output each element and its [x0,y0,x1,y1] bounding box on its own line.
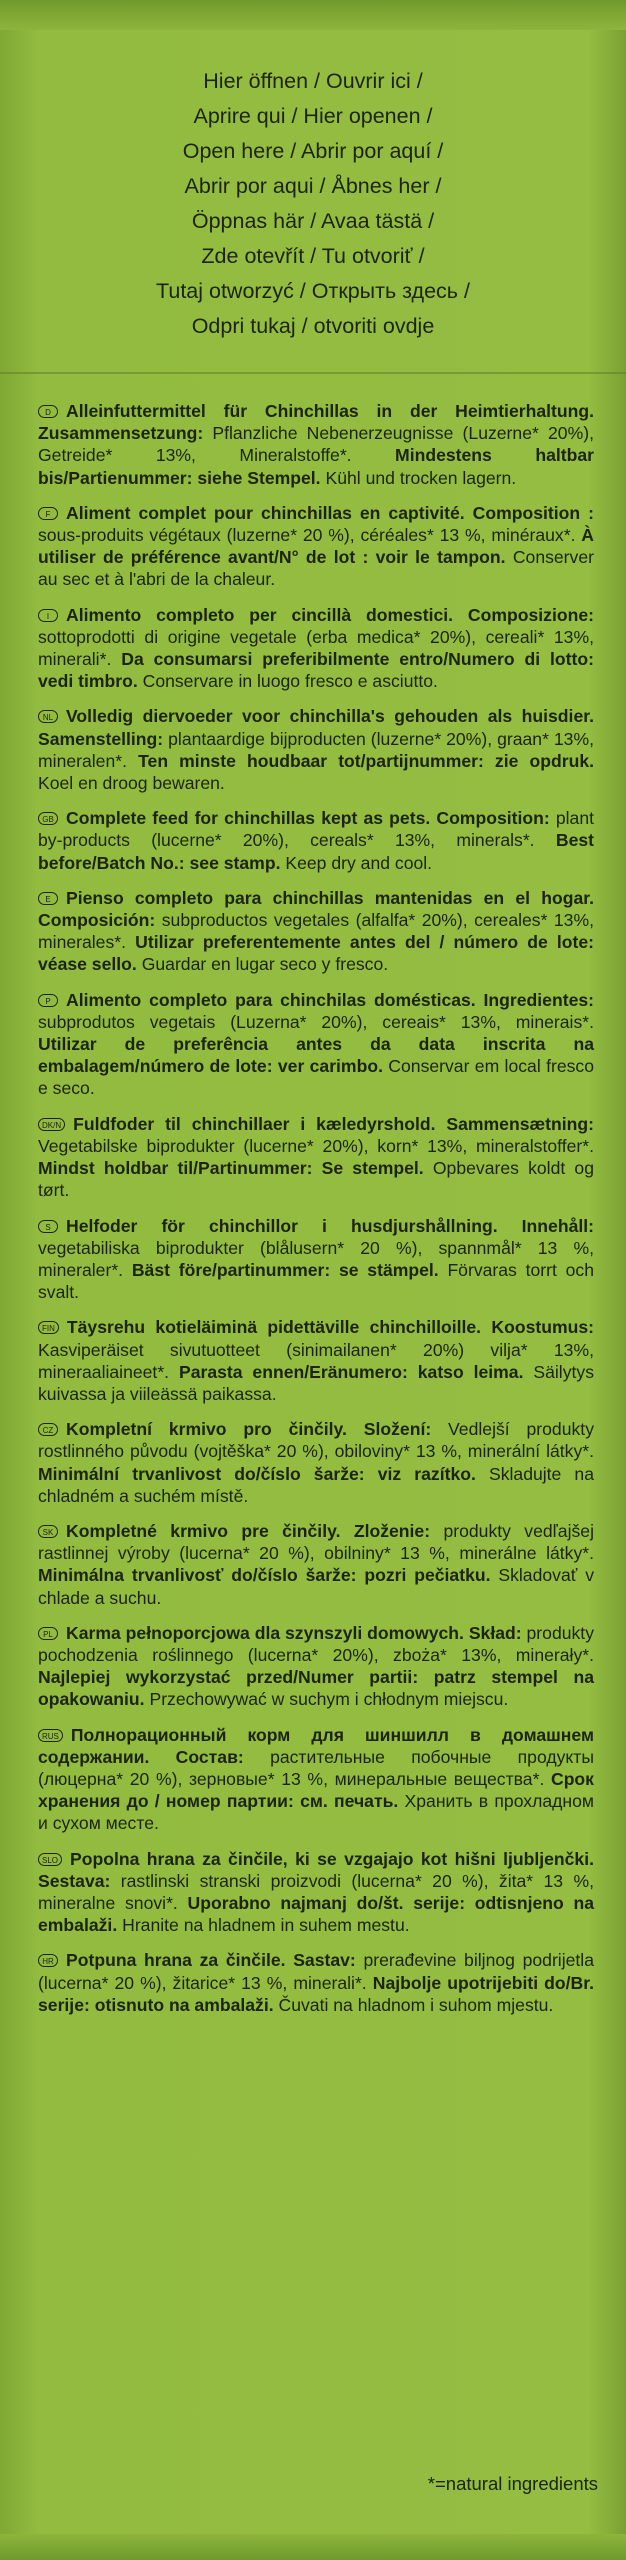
regular-text-segment: subproductos vegetales (alfalfa* 20%), cereales* 13%, minerales*. [38,910,594,953]
regular-text-segment: Skladujte na chladném a suchém místě. [38,1463,594,1506]
language-entry [38,705,594,794]
language-entry [38,1622,594,1711]
language-entry [38,1215,594,1304]
open-here-line: Öppnas här / Avaa tästä / [191,209,435,233]
regular-text-segment: Skladovať v chlade a suchu. [38,1565,594,1608]
bold-text-segment: Minimální trvanlivost do/číslo šarže: viz razítko. [38,1463,489,1484]
regular-text-segment: prerađevine biljnog podrijetla (lucerna* 20 %), žitarice* 13 %, minerali*. [38,1950,594,1993]
regular-text-segment: Vedlejší produkty rostlinného původu (vojtěška* 20 %), obiloviny* 13 %, minerální látky*. [38,1419,594,1462]
regular-text-segment: Conserver au sec et à l'abri de la chaleur. [38,547,594,590]
regular-text-segment: Hranite na hladnem in suhem mestu. [122,1915,410,1936]
bold-text-segment: Pienso completo para chinchillas mantenidas en el hogar. Composición: [38,887,594,931]
language-code-badge: CZ [38,1423,58,1436]
language-code-badge: I [38,609,58,622]
ingredients-text-block [38,400,594,2029]
regular-text-segment: plantaardige bijproducten (luzerne* 20%), graan* 13%, mineralen*. [38,728,594,771]
language-code-badge: PL [38,1627,58,1640]
language-entry [38,807,594,874]
natural-ingredients-footnote: *=natural ingredients [427,2473,598,2494]
regular-text-segment: Przechowywać w suchym i chłodnym miejscu. [149,1689,509,1710]
language-code-badge: P [38,994,58,1007]
language-entry [38,1848,594,1937]
open-here-line: Abrir por aqui / Åbnes her / [184,174,442,198]
bold-text-segment: Bäst före/partinummer: se stämpel. [131,1259,448,1280]
regular-text-segment: sous-produits végétaux (luzerne* 20 %), céréales* 13 %, minéraux*. [38,525,582,546]
bold-text-segment: Alimento completo per cincillà domestici. Composizione: [66,604,594,625]
open-here-line: Open here / Abrir por aquí / [182,139,444,163]
regular-text-segment: растительные побочные продукты (люцерна* 20 %), зерновые* 13 %, минеральные вещества*. [38,1746,595,1789]
bold-text-segment: Najlepiej wykorzystać przed/Numer partii: patrz stempel na opakowaniu. [38,1667,594,1710]
open-here-line: Aprire qui / Hier openen / [193,104,433,128]
regular-text-segment: Kasviperäiset sivutuotteet (sinimailanen* 20%) vilja* 13%, mineraaliaineet*. [38,1339,594,1382]
regular-text-segment: vegetabiliska biprodukter (blålusern* 20 %), spannmål* 13 %, mineraler*. [38,1237,594,1280]
regular-text-segment: Koel en droog bewaren. [38,773,225,794]
regular-text-segment: Хранить в прохладном и сухом месте. [38,1791,594,1834]
regular-text-segment: Säilytys kuivassa ja viileässä paikassa. [38,1361,594,1404]
bold-text-segment: Alleinfuttermittel für Chinchillas in der Heimtierhaltung. Zusammensetzung: [38,401,594,444]
regular-text-segment: plant by-products (lucerne* 20%), cereals* 13%, minerals*. [38,808,594,851]
language-code-badge: RUS [38,1729,63,1742]
regular-text-segment: produkty vedľajšej rastlinnej výroby (lucerna* 20 %), obilniny* 13 %, minerálne látky*. [38,1520,594,1564]
bold-text-segment: Minimálna trvanlivosť do/číslo šarže: pozri pečiatku. [38,1565,499,1586]
bold-text-segment: Helfoder för chinchillor i husdjurshållning. Innehåll: [66,1215,594,1236]
regular-text-segment: rastlinski stranski proizvodi (lucerna* 20 %), žita* 13 %, mineralne snovi*. [38,1870,594,1913]
bold-text-segment: Aliment complet pour chinchillas en captivité. Composition : [66,502,594,523]
bold-text-segment: Utilizar de preferência antes da data inscrita na embalagem/número de lote: ver carimbo. [38,1034,594,1077]
regular-text-segment: subprodutos vegetais (Luzerna* 20%), cereais* 13%, minerais*. [38,1011,594,1032]
language-code-badge: GB [38,812,58,825]
bold-text-segment: Fuldfoder til chinchillaer i kæledyrshold. Sammensætning: [73,1113,594,1134]
language-code-badge: E [38,892,58,905]
bold-text-segment: Uporabno najmanj do/št. serije: odtisnjeno na embalaži. [38,1892,595,1936]
open-here-block [0,64,626,344]
regular-text-segment: Opbevares koldt og tørt. [38,1158,594,1201]
bold-text-segment: Täysrehu kotieläiminä pidettäville chinchilloille. Koostumus: [66,1317,594,1338]
language-code-badge: NL [38,710,58,723]
bold-text-segment: Karma pełnoporcjowa dla szynszyli domowych. Skład: [66,1622,527,1643]
regular-text-segment: Čuvati na hladnom i suhom mjestu. [278,1994,554,2015]
open-here-line: Odpri tukaj / otvoriti ovdje [191,314,435,338]
language-entry [38,1418,594,1507]
language-code-badge: F [38,507,58,520]
bold-text-segment: Complete feed for chinchillas kept as pets. Composition: [66,808,556,829]
language-entry [38,502,594,591]
bold-text-segment: Срок хранения до / номер партии: см. печать. [38,1768,594,1812]
bold-text-segment: Parasta ennen/Eränumero: katso leima. [178,1361,534,1382]
regular-text-segment: produkty pochodzenia roślinnego (lucerna* 20%), zboża* 13%, minerały*. [38,1622,594,1665]
language-code-badge: SK [38,1525,58,1538]
language-entry [38,887,594,976]
bold-text-segment: Volledig diervoeder voor chinchilla's gehouden als huisdier. Samenstelling: [38,706,594,749]
bold-text-segment: Popolna hrana za činčile, ki se vzgajajo kot hišni ljubljenčki. Sestava: [38,1848,594,1891]
open-here-line: Tutaj otworzyć / Открыть здесь / [156,279,470,303]
divider-rule [0,372,626,374]
bold-text-segment: Полнорационный корм для шиншилл в домашнем содержании. Состав: [38,1724,594,1767]
regular-text-segment: Conservar em local fresco e seco. [38,1056,594,1099]
bold-text-segment: Kompletné krmivo pre činčily. Zloženie: [66,1520,444,1541]
language-code-badge: FIN [38,1321,59,1334]
bold-text-segment: À utiliser de préférence avant/N° de lot : voir le tampon. [38,525,594,568]
regular-text-segment: Kühl und trocken lagern. [325,467,517,488]
bold-text-segment: Kompletní krmivo pro činčily. Složení: [66,1419,449,1440]
regular-text-segment: Guardar en lugar seco y fresco. [141,954,389,975]
open-here-line: Zde otevřít / Tu otvoriť / [201,244,425,268]
bold-text-segment: Da consumarsi preferibilmente entro/Numero di lotto: vedi timbro. [38,649,595,692]
bold-text-segment: Najbolje upotrijebiti do/Br. serije: otisnuto na ambalaži. [38,1972,595,2015]
language-entry [38,1316,594,1405]
language-code-badge: SLO [38,1853,62,1866]
panel-top-edge [0,0,626,30]
language-code-badge: DK/N [38,1118,65,1131]
regular-text-segment: sottoprodotti di origine vegetale (erba medica* 20%), cereali* 13%, minerali*. [38,626,594,670]
regular-text-segment: Vegetabilske biprodukter (lucerne* 20%), korn* 13%, mineralstoffer*. [38,1135,594,1156]
bold-text-segment: Ten minste houdbaar tot/partijnummer: zie opdruk. [138,750,594,771]
language-entry [38,1949,594,2016]
language-code-badge: HR [38,1954,58,1967]
panel-bottom-edge [0,2534,626,2560]
open-here-line: Hier öffnen / Ouvrir ici / [203,69,423,93]
bold-text-segment: Alimento completo para chinchilas domésticas. Ingredientes: [66,989,594,1010]
language-entry [38,1113,594,1202]
language-entry [38,604,594,693]
language-entry [38,400,594,489]
regular-text-segment: Conservare in luogo fresco e asciutto. [142,671,438,692]
language-code-badge: D [38,405,58,418]
language-code-badge: S [38,1220,58,1233]
bold-text-segment: Mindestens haltbar bis/Partienummer: siehe Stempel. [38,445,594,488]
bold-text-segment: Potpuna hrana za činčile. Sastav: [66,1950,364,1971]
language-entry [38,1724,594,1835]
regular-text-segment: Keep dry and cool. [285,852,433,873]
regular-text-segment: Förvaras torrt och svalt. [38,1259,594,1303]
bold-text-segment: Mindst holdbar til/Partinummer: Se stempel. [38,1158,433,1179]
regular-text-segment: Pflanzliche Nebenerzeugnisse (Luzerne* 20%), Getreide* 13%, Mineralstoffe*. [38,423,594,466]
bold-text-segment: Best before/Batch No.: see stamp. [38,830,594,873]
language-entry [38,989,594,1100]
language-entry [38,1520,594,1609]
bold-text-segment: Utilizar preferentemente antes del / número de lote: véase sello. [38,932,594,975]
